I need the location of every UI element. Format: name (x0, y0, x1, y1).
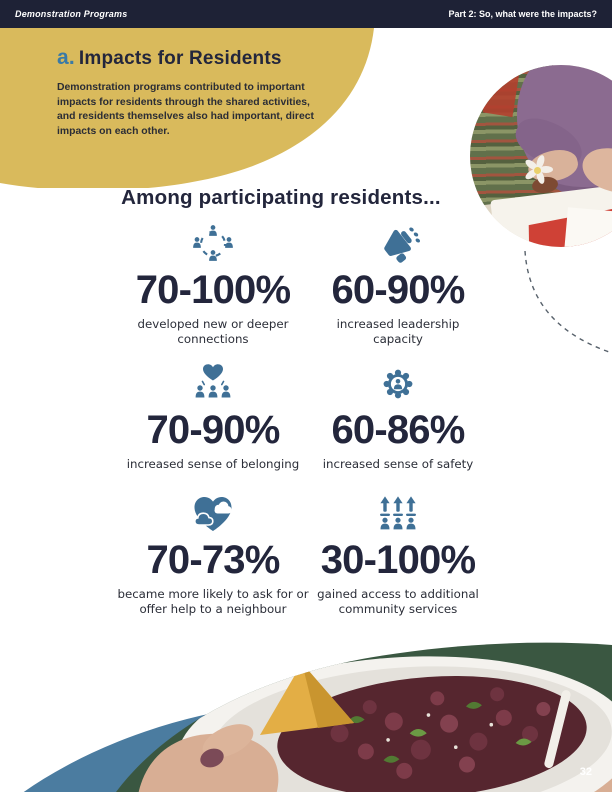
section-letter: a. (57, 46, 75, 69)
page-number: 32 (579, 766, 592, 778)
main-heading: Among participating residents... (121, 186, 441, 209)
stat-caption: developed new or deeper connections (137, 317, 289, 347)
header-part-label: Part 2: So, what were the impacts? (448, 9, 597, 19)
stat-value: 60-90% (331, 268, 465, 312)
stat-safety (288, 364, 508, 472)
stat-value: 60-86% (331, 408, 465, 452)
page-header (0, 0, 612, 28)
connections-icon (190, 224, 236, 264)
stat-caption: gained access to additional community services (317, 587, 479, 617)
safety-gear-icon (375, 364, 421, 404)
section-title (57, 46, 337, 70)
stat-leadership (288, 224, 508, 348)
section-title-text: Impacts for Residents (78, 48, 282, 69)
section-description: Demonstration programs contributed to important impacts for residents through the shared activities, and residents themselves also had important, direct impacts on each other. (57, 82, 314, 137)
stat-caption: increased sense of belonging (126, 457, 300, 471)
stat-value: 70-100% (135, 268, 291, 312)
stat-community-services (288, 494, 508, 618)
stat-value: 70-90% (146, 408, 280, 452)
helping-hearts-icon (190, 494, 236, 534)
stat-caption: increased leadership capacity (336, 317, 460, 347)
stat-caption: became more likely to ask for or offer help to a neighbour (117, 587, 309, 617)
header-section-label: Demonstration Programs (15, 9, 128, 19)
white-paper (564, 207, 612, 247)
megaphone-icon (375, 224, 421, 264)
community-services-icon (375, 494, 421, 534)
stat-value: 30-100% (320, 538, 476, 582)
stat-caption: increased sense of safety (322, 457, 474, 471)
belonging-heart-icon (190, 364, 236, 404)
dashed-curve-decoration (495, 245, 612, 363)
bottom-photo-composition (0, 637, 612, 792)
section-intro (57, 46, 337, 139)
stat-value: 70-73% (146, 538, 280, 582)
meal-photo (100, 637, 612, 792)
